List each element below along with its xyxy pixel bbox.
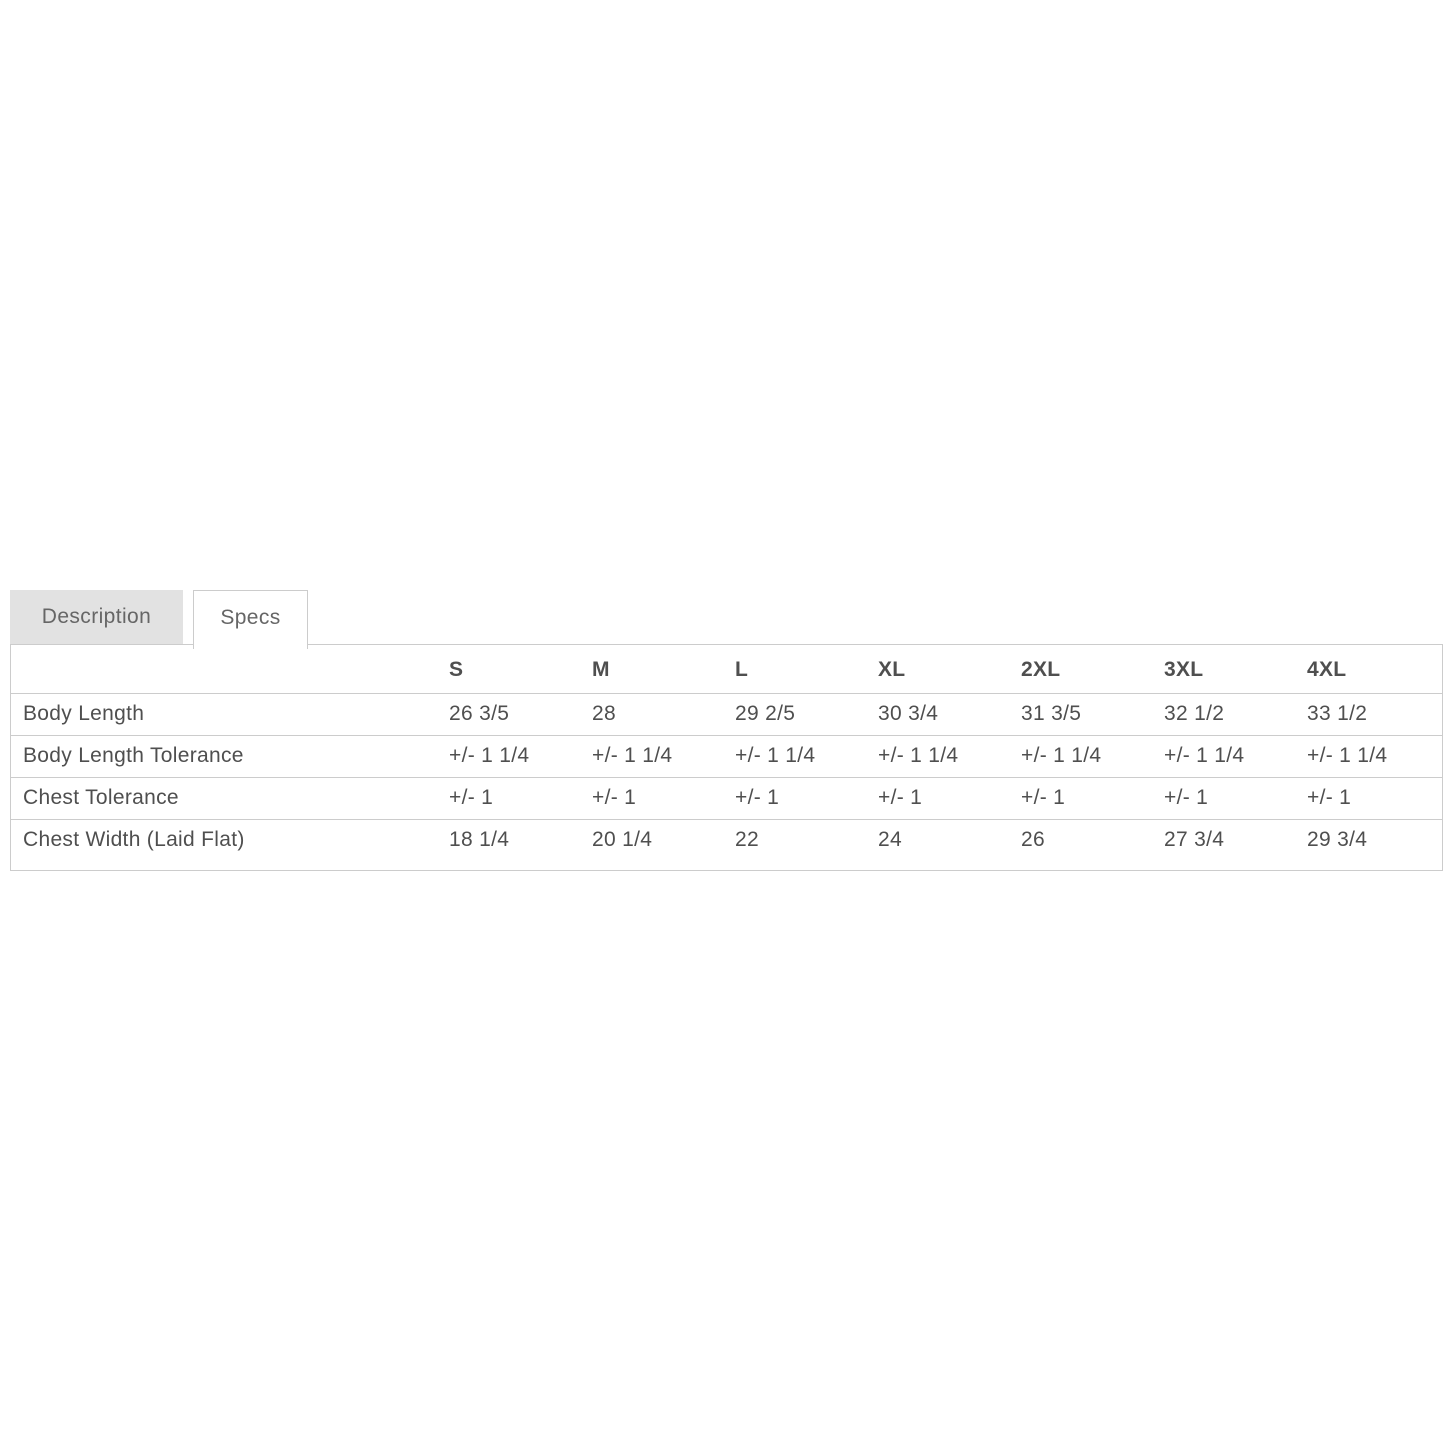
cell: 26 xyxy=(1021,828,1045,851)
column-header-4xl: 4XL xyxy=(1307,658,1347,681)
cell: 18 1/4 xyxy=(449,828,510,851)
cell: 27 3/4 xyxy=(1164,828,1225,851)
cell: +/- 1 xyxy=(1021,786,1066,809)
cell: +/- 1 1/4 xyxy=(592,744,673,767)
cell: 24 xyxy=(878,828,902,851)
cell: 29 3/4 xyxy=(1307,828,1368,851)
row-label: Body Length xyxy=(23,702,145,725)
row-label: Chest Width (Laid Flat) xyxy=(23,828,245,851)
cell: 28 xyxy=(592,702,616,725)
cell: +/- 1 1/4 xyxy=(1164,744,1245,767)
cell: 30 3/4 xyxy=(878,702,939,725)
corner-cell xyxy=(11,645,441,694)
table-row-body-length xyxy=(11,694,1442,736)
specs-panel xyxy=(10,644,1443,871)
cell: +/- 1 xyxy=(592,786,637,809)
table-row-body-length-tolerance xyxy=(11,736,1442,778)
cell: 22 xyxy=(735,828,759,851)
spec-table xyxy=(11,645,1442,861)
cell: 32 1/2 xyxy=(1164,702,1225,725)
cell: +/- 1 1/4 xyxy=(449,744,530,767)
cell: 33 1/2 xyxy=(1307,702,1368,725)
tab-description[interactable]: Description xyxy=(10,590,183,644)
cell: 31 3/5 xyxy=(1021,702,1082,725)
table-row-chest-width xyxy=(11,820,1442,862)
cell: +/- 1 xyxy=(735,786,780,809)
cell: +/- 1 1/4 xyxy=(1307,744,1388,767)
cell: 20 1/4 xyxy=(592,828,653,851)
cell: +/- 1 xyxy=(1307,786,1352,809)
column-header-l: L xyxy=(735,658,749,681)
cell: +/- 1 xyxy=(1164,786,1209,809)
column-header-2xl: 2XL xyxy=(1021,658,1061,681)
cell: +/- 1 1/4 xyxy=(1021,744,1102,767)
column-header-s: S xyxy=(449,658,464,681)
column-header-xl: XL xyxy=(878,658,906,681)
table-row-chest-tolerance xyxy=(11,778,1442,820)
cell: 26 3/5 xyxy=(449,702,510,725)
size-header-row xyxy=(11,645,1442,694)
column-header-3xl: 3XL xyxy=(1164,658,1204,681)
cell: +/- 1 xyxy=(878,786,923,809)
cell: +/- 1 xyxy=(449,786,494,809)
cell: +/- 1 1/4 xyxy=(735,744,816,767)
cell: 29 2/5 xyxy=(735,702,796,725)
tab-specs[interactable]: Specs xyxy=(193,590,308,649)
cell: +/- 1 1/4 xyxy=(878,744,959,767)
row-label: Chest Tolerance xyxy=(23,786,179,809)
column-header-m: M xyxy=(592,658,610,681)
row-label: Body Length Tolerance xyxy=(23,744,244,767)
